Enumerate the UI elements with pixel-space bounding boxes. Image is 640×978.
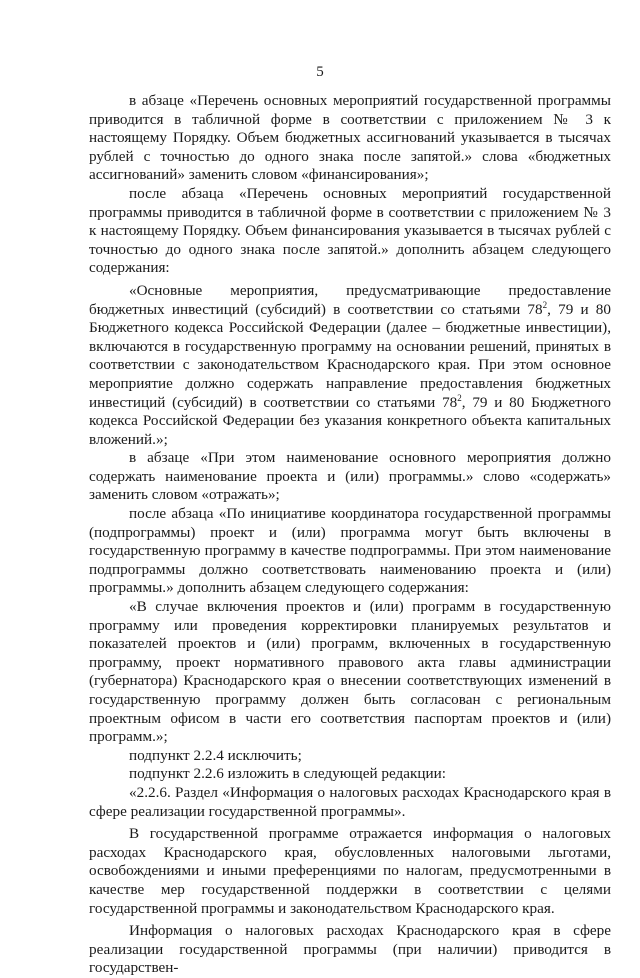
paragraph-11: Информация о налоговых расходах Краснодарского края в сфере реализации государственной программы (при наличии) приводится в государствен- <box>89 922 611 977</box>
paragraph-3 <box>89 282 611 449</box>
paragraph-2: после абзаца «Перечень основных мероприятий государственной программы приводится в табличной форме в соответствии с приложением № 3 к настоящему Порядку. Объем финансирования указывается в тысячах рублей с точностью до одного знака после запятой.» дополнить абзацем следующего содержания: <box>89 184 611 277</box>
paragraph-3-part2: , 79 и 80 Бюджетного кодекса Российской Федерации (далее – бюджетные инвестиции), включаются в государственную программу на основании решений, принятых в соответствии с законодательством Краснодарского края. При этом основное мероприятие должно содержать направление предоставления бюджетных инвестиций (субсидий) в соответствии со статьями 78 <box>89 300 611 411</box>
paragraph-6: «В случае включения проектов и (или) программ в государственную программу или проведения корректировки планируемых результатов и показателей проектов и (или) программ, включенных в государственную программу, проект нормативного правового акта главы администрации (губернатора) Краснодарского края о внесении соответствующих изменений в государственную программу должен быть согласован с региональным проектным офисом в части его соответствия паспортам проектов и (или) программ.»; <box>89 598 611 746</box>
paragraph-8: подпункт 2.2.6 изложить в следующей редакции: <box>129 765 446 783</box>
page-number: 5 <box>316 64 324 80</box>
superscript: 2 <box>457 392 462 403</box>
paragraph-3-part1: «Основные мероприятия, предусматривающие предоставление бюджетных инвестиций (субсидий) в соответствии со статьями 78 <box>89 281 611 318</box>
paragraph-5: после абзаца «По инициативе координатора государственной программы (подпрограммы) проект и (или) программа могут быть включены в государственную программу в качестве подпрограммы. При этом наименование подпрограммы должно соответствовать наименованию проекта и (или) программы.» дополнить абзацем следующего содержания: <box>89 505 611 597</box>
superscript: 2 <box>542 299 548 310</box>
paragraph-7: подпункт 2.2.4 исключить; <box>129 746 302 764</box>
paragraph-9: «2.2.6. Раздел «Информация о налоговых расходах Краснодарского края в сфере реализации государственной программы». <box>89 783 611 820</box>
paragraph-10: В государственной программе отражается информация о налоговых расходах Краснодарского края, обусловленных налоговыми льготами, освобождениями и иными преференциями по налогам, предусмотренными в качестве мер государственной поддержки в соответствии с целями государственной программы и законодательством Краснодарского края. <box>89 825 611 917</box>
paragraph-3-part3: , 79 и 80 Бюджетного кодекса Российской Федерации без указания конкретного объекта капитальных вложений.»; <box>89 393 611 448</box>
paragraph-4: в абзаце «При этом наименование основного мероприятия должно содержать наименование проекта и (или) программы.» слово «содержать» заменить словом «отражать»; <box>89 449 611 504</box>
paragraph-1: в абзаце «Перечень основных мероприятий государственной программы приводится в табличной форме в соответствии с приложением № 3 к настоящему Порядку. Объем бюджетных ассигнований указывается в тысячах рублей с точностью до одного знака после запятой.» слова «бюджетных ассигнований» заменить словом «финансирования»; <box>89 92 611 184</box>
document-body <box>89 92 611 978</box>
